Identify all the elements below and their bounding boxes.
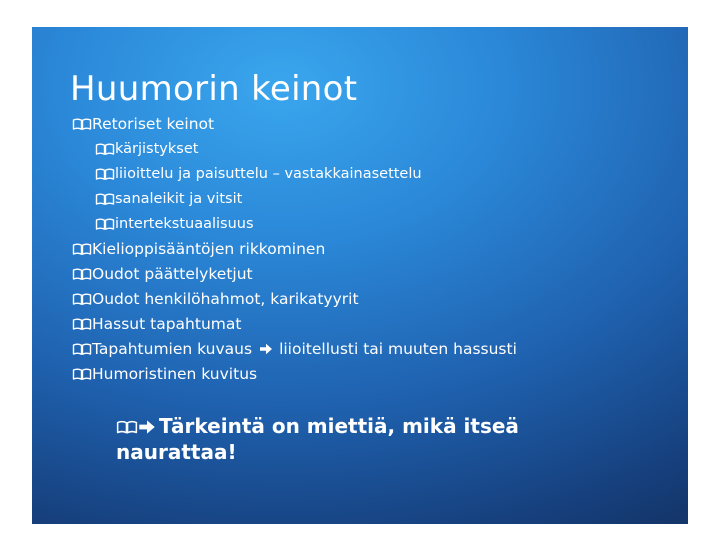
list-item bbox=[72, 136, 672, 161]
book-bullet-icon bbox=[95, 192, 115, 206]
bullet-text: sanaleikit ja vitsit bbox=[115, 190, 243, 207]
list-item bbox=[72, 161, 672, 186]
slide bbox=[32, 27, 688, 524]
book-bullet-icon bbox=[72, 242, 92, 256]
list-item bbox=[72, 186, 672, 211]
bullet-text: intertekstuaalisuus bbox=[115, 215, 254, 232]
list-item bbox=[72, 286, 672, 311]
book-bullet-icon bbox=[72, 117, 92, 131]
right-arrow-icon bbox=[259, 342, 273, 356]
bullet-text: Oudot päättelyketjut bbox=[92, 264, 253, 283]
emphasis-text: Tärkeintä on miettiä, mikä itseä naurattaa! bbox=[116, 414, 519, 464]
right-arrow-icon bbox=[138, 418, 156, 436]
book-bullet-icon bbox=[116, 419, 138, 435]
book-bullet-icon bbox=[95, 142, 115, 156]
slide-title: Huumorin keinot bbox=[70, 69, 358, 109]
book-bullet-icon bbox=[72, 367, 92, 381]
emphasis-note bbox=[116, 413, 636, 465]
bullet-text: Kielioppisääntöjen rikkominen bbox=[92, 239, 326, 258]
list-item bbox=[72, 361, 672, 386]
book-bullet-icon bbox=[95, 167, 115, 181]
bullet-text: Humoristinen kuvitus bbox=[92, 364, 258, 383]
bullet-text: Hassut tapahtumat bbox=[92, 314, 242, 333]
list-item bbox=[72, 236, 672, 261]
bullet-text: liioittelu ja paisuttelu – vastakkainasettelu bbox=[115, 165, 422, 182]
book-bullet-icon bbox=[95, 217, 115, 231]
list-item bbox=[72, 261, 672, 286]
bullet-text-continuation: liioitellusti tai muuten hassusti bbox=[279, 339, 517, 358]
book-bullet-icon bbox=[72, 292, 92, 306]
bullet-text: Oudot henkilöhahmot, karikatyyrit bbox=[92, 289, 359, 308]
list-item bbox=[72, 111, 672, 136]
book-bullet-icon bbox=[72, 317, 92, 331]
book-bullet-icon bbox=[72, 267, 92, 281]
bullet-text: kärjistykset bbox=[115, 140, 199, 157]
bullet-text: Retoriset keinot bbox=[92, 114, 215, 133]
book-bullet-icon bbox=[72, 342, 92, 356]
list-item bbox=[72, 336, 672, 361]
list-item bbox=[72, 311, 672, 336]
bullet-list bbox=[72, 111, 672, 386]
list-item bbox=[72, 211, 672, 236]
bullet-text: Tapahtumien kuvaus bbox=[92, 339, 253, 358]
